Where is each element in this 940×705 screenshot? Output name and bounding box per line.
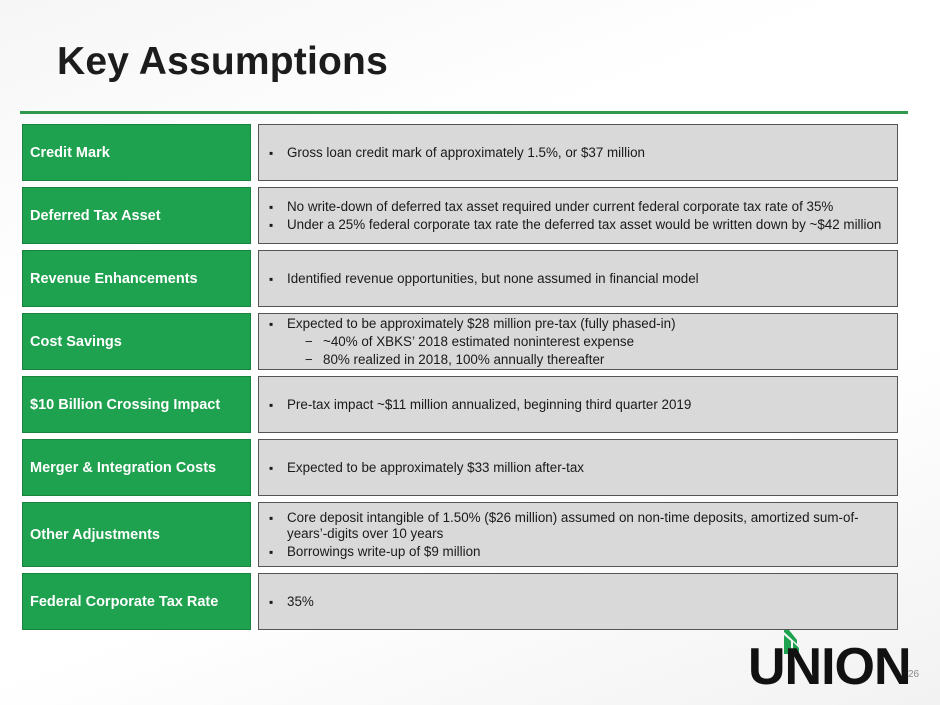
assumption-row-credit-mark	[22, 124, 898, 181]
assumption-row-merger-integration-costs	[22, 439, 898, 496]
bullet-item: ▪ Expected to be approximately $33 million after-tax	[269, 460, 883, 476]
assumption-row-federal-corporate-tax-rate	[22, 573, 898, 630]
assumption-label: Cost Savings	[22, 313, 251, 370]
assumption-content	[258, 250, 898, 307]
assumption-label: Merger & Integration Costs	[22, 439, 251, 496]
sub-bullet-item: − ~40% of XBKS’ 2018 estimated noninterest expense	[269, 334, 883, 350]
assumption-label: $10 Billion Crossing Impact	[22, 376, 251, 433]
bullet-item: ▪ Core deposit intangible of 1.50% ($26 million) assumed on non-time deposits, amortized sum-of-years’-digits over 10 years	[269, 510, 883, 542]
sub-bullet-item: − 80% realized in 2018, 100% annually thereafter	[269, 352, 883, 368]
assumption-content	[258, 124, 898, 181]
assumption-row-deferred-tax-asset	[22, 187, 898, 244]
assumption-row-cost-savings	[22, 313, 898, 370]
assumption-row-revenue-enhancements	[22, 250, 898, 307]
assumption-label: Other Adjustments	[22, 502, 251, 567]
assumption-row-other-adjustments	[22, 502, 898, 567]
assumption-label: Deferred Tax Asset	[22, 187, 251, 244]
assumption-content	[258, 376, 898, 433]
assumption-content	[258, 187, 898, 244]
assumption-label: Revenue Enhancements	[22, 250, 251, 307]
assumption-content	[258, 502, 898, 567]
bullet-item: ▪ Gross loan credit mark of approximately 1.5%, or $37 million	[269, 145, 883, 161]
bullet-item: ▪ Identified revenue opportunities, but none assumed in financial model	[269, 271, 883, 287]
assumption-content	[258, 439, 898, 496]
assumption-content	[258, 573, 898, 630]
assumption-label: Federal Corporate Tax Rate	[22, 573, 251, 630]
slide-title: Key Assumptions	[57, 40, 388, 83]
assumption-row-10b-crossing-impact	[22, 376, 898, 433]
page-number: 26	[908, 669, 920, 680]
bullet-item: ▪ 35%	[269, 594, 883, 610]
title-divider	[20, 111, 908, 114]
bullet-item: ▪ Expected to be approximately $28 million pre-tax (fully phased-in)	[269, 316, 883, 332]
bullet-item: ▪ Pre-tax impact ~$11 million annualized, beginning third quarter 2019	[269, 397, 883, 413]
bullet-item: ▪ Borrowings write-up of $9 million	[269, 544, 883, 560]
union-wordmark: UNION	[748, 638, 911, 696]
bullet-item: ▪ No write-down of deferred tax asset required under current federal corporate tax rate of 35%	[269, 199, 883, 215]
bullet-item: ▪ Under a 25% federal corporate tax rate the deferred tax asset would be written down by ~$42 million	[269, 217, 883, 233]
union-logo	[748, 630, 911, 696]
assumption-content	[258, 313, 898, 370]
assumption-label: Credit Mark	[22, 124, 251, 181]
